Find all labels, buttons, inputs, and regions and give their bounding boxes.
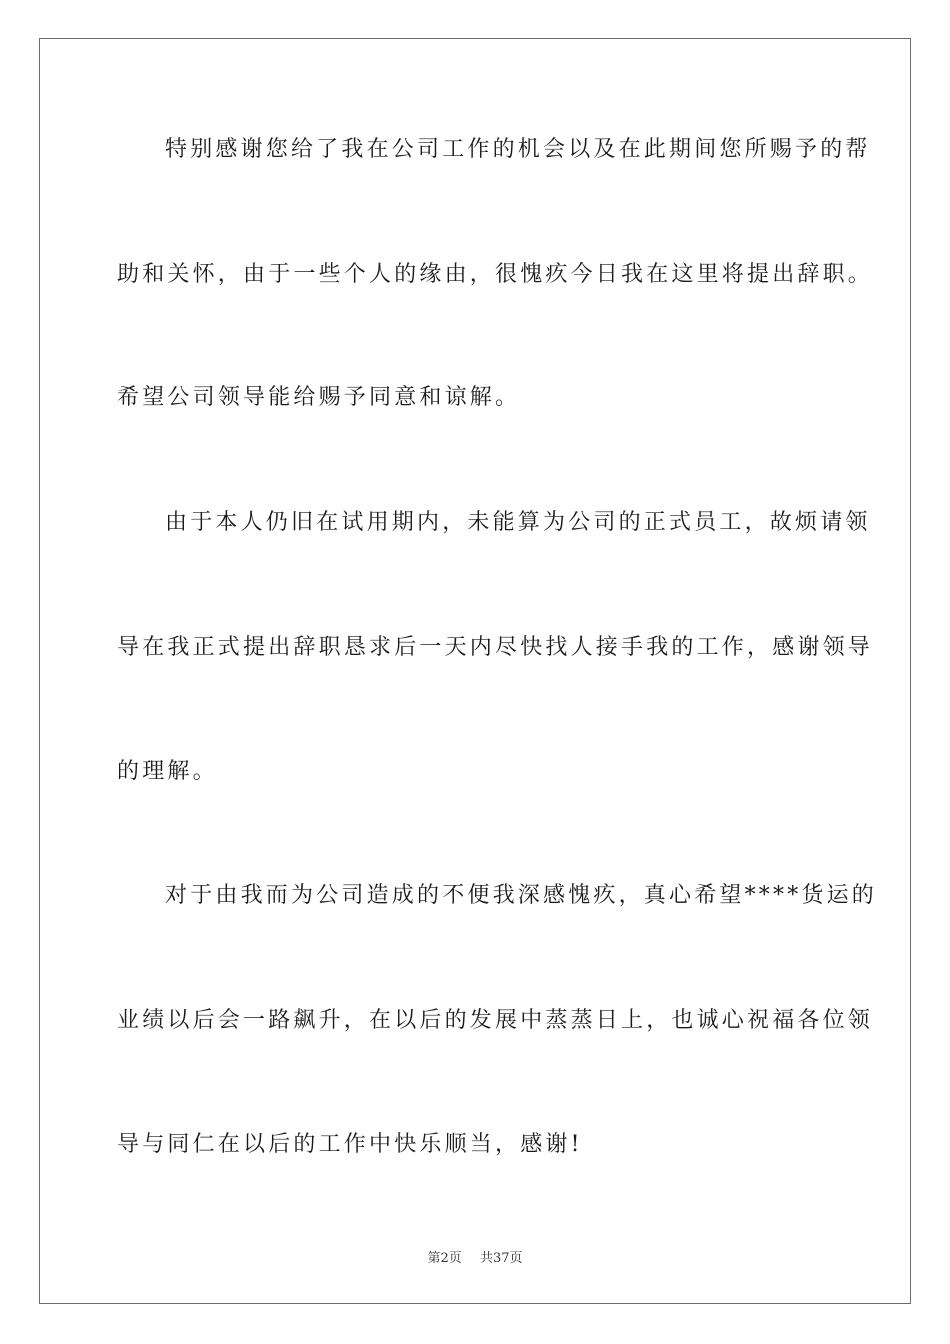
paragraph-2-line-2: 导在我正式提出辞职恳求后一天内尽快找人接手我的工作，感谢领导 <box>117 635 874 660</box>
page-frame <box>39 38 911 1304</box>
paragraph-1-line-1: 特别感谢您给了我在公司工作的机会以及在此期间您所赐予的帮 <box>165 137 871 162</box>
page-number: 第2页 <box>427 1251 462 1266</box>
total-pages: 共37页 <box>480 1251 523 1266</box>
paragraph-1-line-3: 希望公司领导能给赐予同意和谅解。 <box>117 385 521 410</box>
paragraph-2-line-1: 由于本人仍旧在试用期内，未能算为公司的正式员工，故烦请领 <box>165 510 871 535</box>
paragraph-3-line-3: 导与同仁在以后的工作中快乐顺当，感谢! <box>117 1132 583 1157</box>
page-footer <box>0 1247 950 1266</box>
paragraph-2-line-3: 的理解。 <box>117 759 218 784</box>
paragraph-1-line-2: 助和关怀，由于一些个人的缘由，很愧疚今日我在这里将提出辞职。 <box>117 262 874 287</box>
paragraph-3-line-1: 对于由我而为公司造成的不便我深感愧疚，真心希望****货运的 <box>165 883 878 908</box>
paragraph-3-line-2: 业绩以后会一路飙升，在以后的发展中蒸蒸日上，也诚心祝福各位领 <box>117 1008 874 1033</box>
